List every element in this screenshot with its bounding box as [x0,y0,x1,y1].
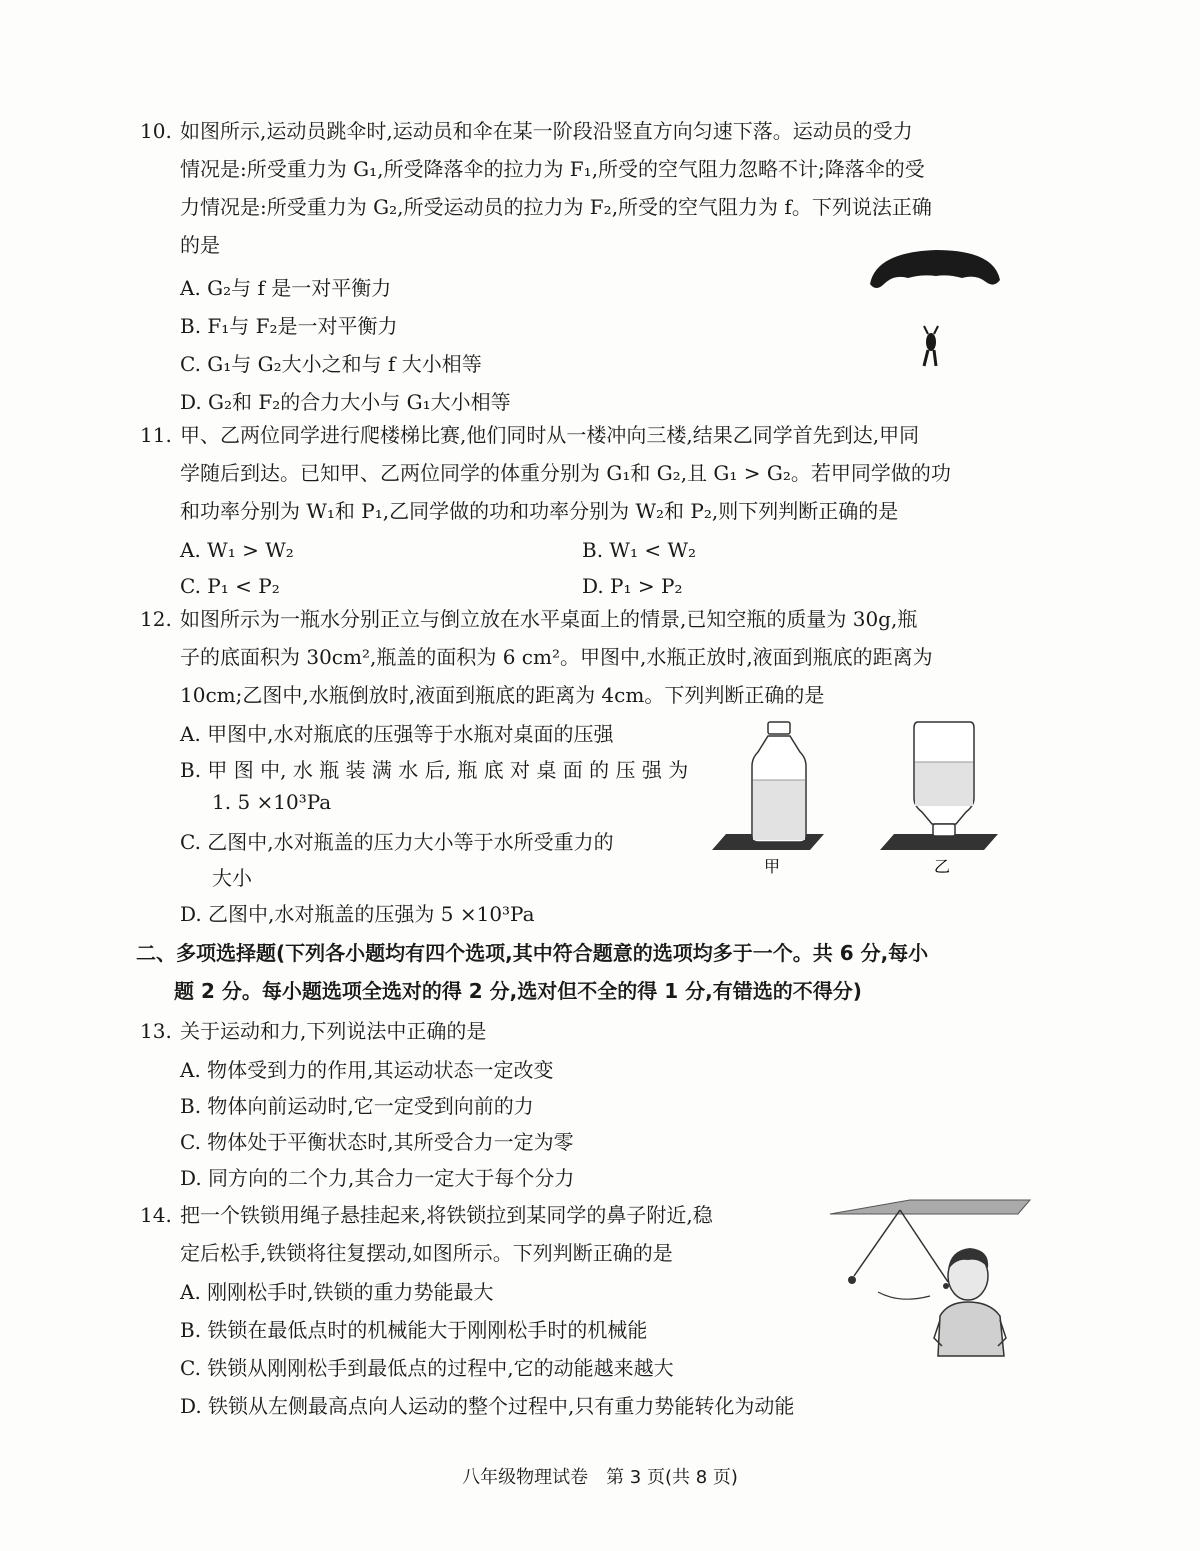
question-line: 的是 [180,233,220,257]
option-c: C. G₁与 G₂大小之和与 f 大小相等 [180,352,482,376]
figure-label-jia: 甲 [764,857,781,876]
bottle-figure [710,718,1030,878]
option-d: D. G₂和 F₂的合力大小与 G₁大小相等 [180,390,511,414]
question-line: 情况是:所受重力为 G₁,所受降落伞的拉力为 F₁,所受的空气阻力忽略不计;降落伞的受 [180,157,925,181]
section-header [136,934,1036,1010]
option-a: A. G₂与 f 是一对平衡力 [180,276,392,300]
question-number: 12. [140,607,172,631]
section-line: 题 2 分。每小题选项全选对的得 2 分,选对但不全的得 1 分,有错选的不得分) [174,979,862,1003]
option-b: B. 物体向前运动时,它一定受到向前的力 [180,1094,534,1118]
figure-label-yi: 乙 [934,857,951,876]
option-b: B. 铁锁在最低点时的机械能大于刚刚松手时的机械能 [180,1318,648,1342]
option-c: C. 铁锁从刚刚松手到最低点的过程中,它的动能越来越大 [180,1356,674,1380]
question-line: 力情况是:所受重力为 G₂,所受运动员的拉力为 F₂,所受的空气阻力为 f。下列说法正确 [180,195,932,219]
option-b: B. F₁与 F₂是一对平衡力 [180,314,398,338]
question-line: 10cm;乙图中,水瓶倒放时,液面到瓶底的距离为 4cm。下列判断正确的是 [180,683,825,707]
question-number: 11. [140,423,172,447]
parachute-figure [866,244,1006,374]
question-number: 13. [140,1019,172,1043]
option-a: A. 刚刚松手时,铁锁的重力势能最大 [180,1280,494,1304]
option-a: A. 甲图中,水对瓶底的压强等于水瓶对桌面的压强 [180,722,614,746]
option-c-continued: 大小 [212,866,252,890]
option-a: A. 物体受到力的作用,其运动状态一定改变 [180,1058,554,1082]
question-line: 学随后到达。已知甲、乙两位同学的体重分别为 G₁和 G₂,且 G₁ > G₂。若甲同学做的功 [180,461,951,485]
question-number: 14. [140,1203,172,1227]
option-a: A. W₁ > W₂ [180,538,294,562]
option-b: B. 甲 图 中, 水 瓶 装 满 水 后, 瓶 底 对 桌 面 的 压 强 为 [180,758,689,782]
question-14 [140,1196,713,1272]
question-12 [140,600,933,714]
question-line: 如图所示为一瓶水分别正立与倒立放在水平桌面上的情景,已知空瓶的质量为 30g,瓶 [180,607,918,631]
question-line: 甲、乙两位同学进行爬楼梯比赛,他们同时从一楼冲向三楼,结果乙同学首先到达,甲同 [180,423,920,447]
question-line: 关于运动和力,下列说法中正确的是 [180,1019,487,1043]
question-line: 如图所示,运动员跳伞时,运动员和伞在某一阶段沿竖直方向匀速下落。运动员的受力 [180,119,913,143]
question-line: 子的底面积为 30cm²,瓶盖的面积为 6 cm²。甲图中,水瓶正放时,液面到瓶底的距离为 [180,645,933,669]
question-line: 和功率分别为 W₁和 P₁,乙同学做的功和功率分别为 W₂和 P₂,则下列判断正确的是 [180,499,899,523]
question-11 [140,416,951,530]
question-13 [140,1012,486,1050]
option-d: D. 乙图中,水对瓶盖的压强为 5 ×10³Pa [180,902,535,926]
pendulum-figure [830,1196,1030,1356]
question-number: 10. [140,119,172,143]
question-line: 把一个铁锁用绳子悬挂起来,将铁锁拉到某同学的鼻子附近,稳 [180,1203,713,1227]
section-line: 二、多项选择题(下列各小题均有四个选项,其中符合题意的选项均多于一个。共 6 分,每小 [136,941,929,965]
option-d: D. 铁锁从左侧最高点向人运动的整个过程中,只有重力势能转化为动能 [180,1394,795,1418]
page-footer: 八年级物理试卷 第 3 页(共 8 页) [462,1467,738,1488]
question-10 [140,112,932,264]
option-b: B. W₁ < W₂ [582,538,697,562]
option-d: D. P₁ > P₂ [582,574,683,598]
option-b-continued: 1. 5 ×10³Pa [212,790,332,814]
option-d: D. 同方向的二个力,其合力一定大于每个分力 [180,1166,575,1190]
option-c: C. 物体处于平衡状态时,其所受合力一定为零 [180,1130,574,1154]
option-c: C. 乙图中,水对瓶盖的压力大小等于水所受重力的 [180,830,614,854]
question-line: 定后松手,铁锁将往复摆动,如图所示。下列判断正确的是 [180,1241,673,1265]
option-c: C. P₁ < P₂ [180,574,280,598]
